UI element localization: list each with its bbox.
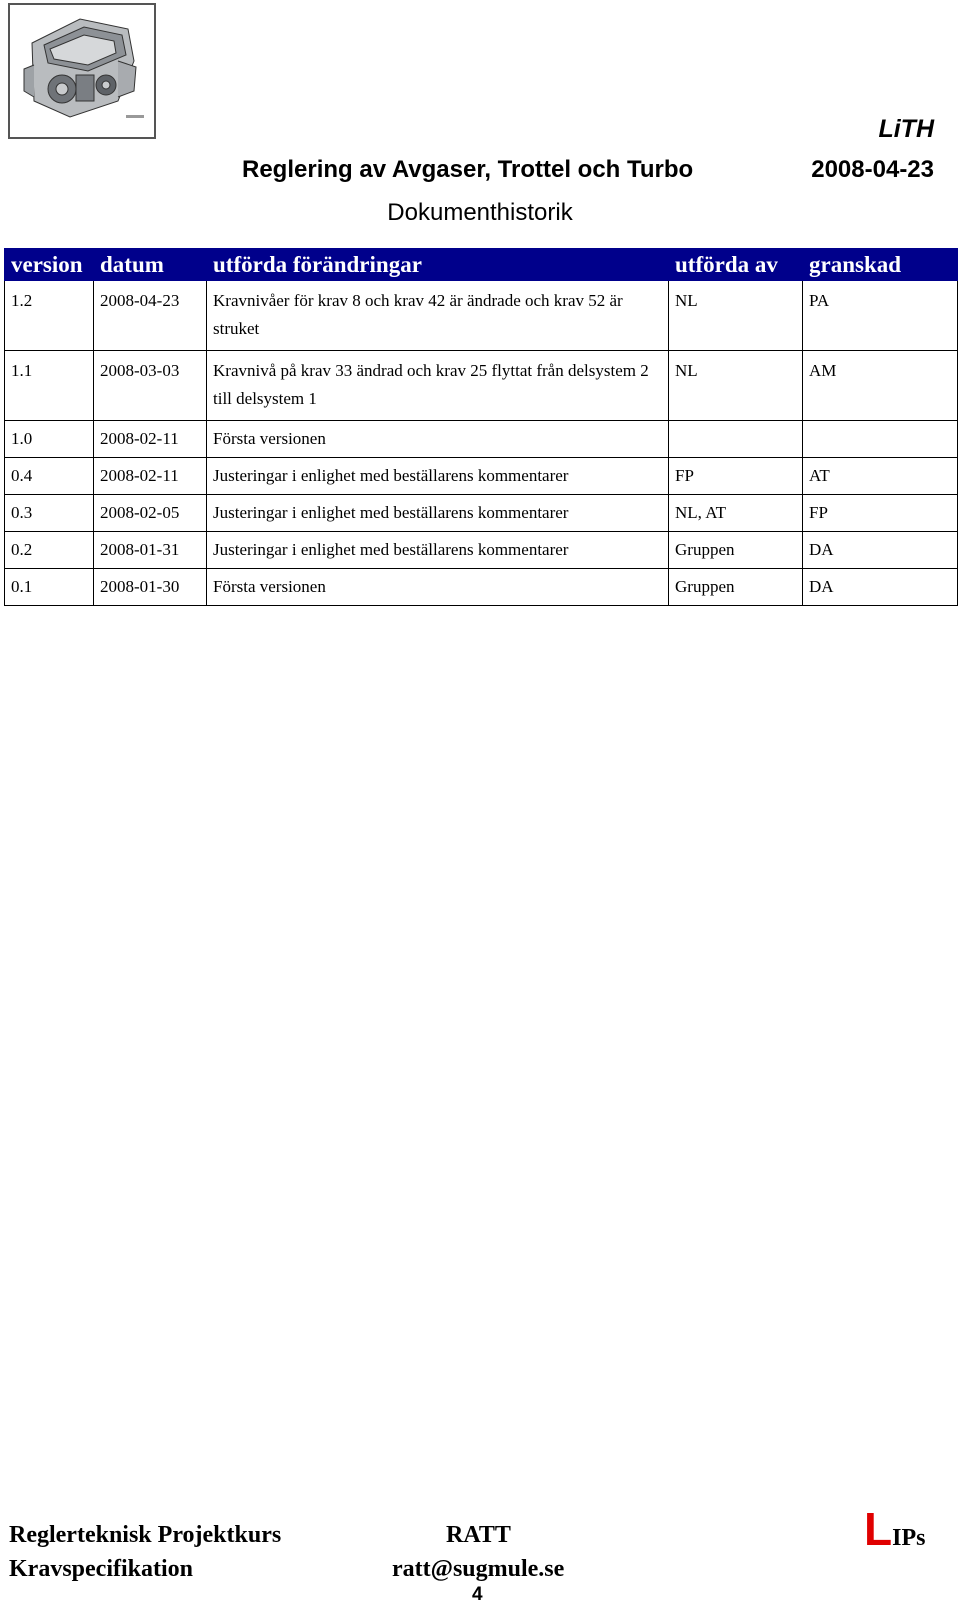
cell-version: 0.3 — [5, 495, 94, 532]
cell-date: 2008-03-03 — [94, 351, 207, 421]
cell-version: 1.1 — [5, 351, 94, 421]
cell-date: 2008-02-11 — [94, 421, 207, 458]
cell-reviewed: AT — [803, 458, 958, 495]
cell-changes: Justeringar i enlighet med beställarens kommentarer — [207, 532, 669, 569]
footer-course: Reglerteknisk Projektkurs — [9, 1522, 282, 1548]
col-header-version: version — [5, 249, 94, 281]
cell-changes: Första versionen — [207, 421, 669, 458]
cell-date: 2008-01-31 — [94, 532, 207, 569]
history-table — [4, 248, 958, 606]
cell-reviewed: DA — [803, 569, 958, 606]
col-header-changes: utförda förändringar — [207, 249, 669, 281]
cell-date: 2008-01-30 — [94, 569, 207, 606]
cell-by: NL — [669, 281, 803, 351]
history-header-row — [5, 249, 958, 281]
table-row — [5, 421, 958, 458]
table-row — [5, 351, 958, 421]
table-row — [5, 458, 958, 495]
col-header-by: utförda av — [669, 249, 803, 281]
cell-version: 1.2 — [5, 281, 94, 351]
footer-group: RATT — [446, 1522, 511, 1548]
cell-changes: Justeringar i enlighet med beställarens kommentarer — [207, 458, 669, 495]
cell-version: 0.2 — [5, 532, 94, 569]
cell-by: NL, AT — [669, 495, 803, 532]
section-title: Dokumenthistorik — [387, 199, 573, 226]
document-title: Reglering av Avgaser, Trottel och Turbo — [242, 156, 694, 183]
footer-email: ratt@sugmule.se — [392, 1556, 565, 1582]
table-row — [5, 495, 958, 532]
cell-version: 0.1 — [5, 569, 94, 606]
cell-changes: Justeringar i enlighet med beställarens kommentarer — [207, 495, 669, 532]
footer-doc-type: Kravspecifikation — [9, 1556, 193, 1582]
cell-reviewed: FP — [803, 495, 958, 532]
cell-version: 1.0 — [5, 421, 94, 458]
cell-date: 2008-04-23 — [94, 281, 207, 351]
col-header-reviewed: granskad — [803, 249, 958, 281]
page-number: 4 — [472, 1584, 483, 1605]
cell-date: 2008-02-05 — [94, 495, 207, 532]
cell-version: 0.4 — [5, 458, 94, 495]
lips-logo-letter: L — [864, 1503, 893, 1555]
table-row — [5, 532, 958, 569]
cell-reviewed: AM — [803, 351, 958, 421]
cell-reviewed: DA — [803, 532, 958, 569]
cell-by — [669, 421, 803, 458]
table-row — [5, 281, 958, 351]
cell-changes: Första versionen — [207, 569, 669, 606]
cell-by: Gruppen — [669, 532, 803, 569]
cell-changes: Kravnivå på krav 33 ändrad och krav 25 flyttat från delsystem 2 till delsystem 1 — [207, 351, 669, 421]
table-row — [5, 569, 958, 606]
col-header-datum: datum — [94, 249, 207, 281]
cell-changes: Kravnivåer för krav 8 och krav 42 är ändrade och krav 52 är struket — [207, 281, 669, 351]
org-name: LiTH — [878, 115, 934, 143]
engine-image — [8, 3, 156, 139]
cell-reviewed: PA — [803, 281, 958, 351]
engine-illustration — [10, 5, 154, 137]
lips-logo-text: IPs — [892, 1525, 926, 1551]
document-date: 2008-04-23 — [811, 156, 934, 183]
cell-reviewed — [803, 421, 958, 458]
cell-by: NL — [669, 351, 803, 421]
lips-logo — [864, 1502, 925, 1556]
cell-by: Gruppen — [669, 569, 803, 606]
cell-date: 2008-02-11 — [94, 458, 207, 495]
cell-by: FP — [669, 458, 803, 495]
